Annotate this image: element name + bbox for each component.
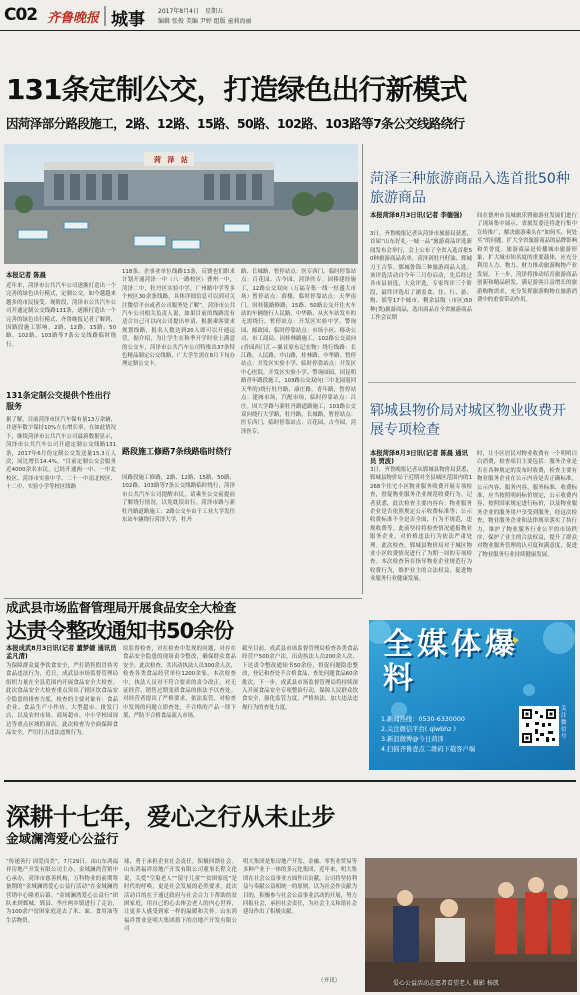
header-divider [104,6,106,26]
story5-col2: 球，勇于承担企业社会责任，积极回馈社会。山东鸿福祥房地产开发有限公司董事长程文化说，关爱“空巢老人”“留守儿童”“贫困家庭”是时代的呼唤，更是社会发展的必然要求，此次活动目的在于通过政府与社会合力下帮助的贫困家庭，用自己的心去体会老人的内心世界，让更多人感受到家一样的温暖和关怀。山东鸿福祥置业是明大集团旗下的房地产开发有限公司 [124,859,237,933]
story3-col-a: 3日，齐鲁晚报记者从郓城县物价局获悉，郓城县物价局于近期对全县城区范围内的1268个住宅小区物业服务收费开展专项检查，督促物业服务企业规范收费行为。记者获悉，此次检查主要内容有：物业服务企业是否依照规定公示收费标准等；公示收费标准不全是否全面，行为不规范，违规收费等。此前坚持将检查情况通报物业服务企业，对价格违法行为依法严肃处理。此次检查，郓城县物价局对于城区物业小区收费情况进行了为期一周的专项检查。本次检查旨在指导物业企业规范行为收费行为，维护业主的合法权益，促进物业服务行业健康发展。 [370,467,472,583]
story4-headline: 达责令整改通知书50余份 [6,619,234,643]
station-photo [4,144,358,264]
story1-byline: 本报记者 陈晨 [6,272,46,279]
story5-top-rule [4,780,576,782]
issue-date: 2017年8月4日 [158,8,199,15]
story3-top-rule [368,382,576,383]
story1-col2-subhead: 路段施工修路7条线路临时绕行 [122,447,232,456]
masthead-rule [0,30,580,31]
page-number: C02 [4,5,38,25]
story5-col1: “传递善行 因爱而美”，7月29日，由山东鸿福祥房地产开发有限公司主办，金域澜湾营销中心承办，菏泽市慈善机构，万科物业的前期筹备期的“金域澜湾爱心公益行活动”在金域澜湾营销中心隆重启幕。“金域澜湾爱心公益行”团队来到鄄城、郓县、李庄两乡镇进行了走访，为100余户贫困家庭送去了米、面、食用油等生活物资。 [6,859,118,924]
story2-col-a: 3日，齐鲁晚报记者从菏泽市旅游局获悉，首届“山东好礼·一城一品”旅游商品评选新闻发布会举行，会上公布了全省入选首批50种旅游商品名单，菏泽剑牡丹籽油、郓城刀王古筝、鄄城鲁锦三种旅游商品入选。该评选活动自今年三月份启动，先后经过各市县初选，大众评选，专家终评三个阶段，最终评选出了涵盖食、住、行、游、购、娱等17个城市，剩余县级（市区)50种(类)旅游商品，选出商品在全省旅游商品工作会议期 [370,231,472,322]
story3-headline: 郓城县物价局对城区物业收费开展专项检查 [370,403,566,438]
story2-byline: 本报菏泽8月3日讯(记者 李德强) [370,212,463,219]
editors: 编辑 张俊 美编 尹婷 组版 童莉海丽 [158,18,252,25]
volunteer-photo-caption: 爱心公益活动志愿者看望老人 摄影 杨凯 [393,980,499,987]
story1-col2-b: 因路段施工修路，2路、12路、15路、50路、102路、103路等7条公交线路临时绕行，菏泽市公共汽车公司提醒市民，请乘坐公交前提前了解绕行情况，以免耽误出行。菏泽市路与新牡丹路道路施工：2路公交车由于工业大学发往东站车辆绕行菏泽大学，牡丹 [122,475,235,524]
story5-subheadline: 金域澜湾爱心公益行 [6,831,119,846]
story1-col2-a: 118条，企事业单位线路13条，反馈也们职求计划开通菏泽一中（八一路校区）曹州一中，菏泽二中，牡丹区实验中学，广州路中学等多个校区30余条线路，具体详细信息可以到对关注微信平台或者公司服务处了解”，菏泽市公共汽车公司相关负责人说，如果目前的线路没有适合自己可以向公司提出申请，根据乘客要求规划线路，报名人数达到20人即可以开通运营。据介绍，为让学生在秋季开学时业上满意的公交车，菏泽市公共汽车公司特推出37条特色精品制定公交线路，广大学生需在8月下旬办理定制公交卡。 [122,269,235,368]
story1-col1-a: 近年来，菏泽市公共汽车公司逐渐打造出一个完善的绿色出行模式，定制公交，如今越越来越多的市民接受。现阶段，菏泽市公共汽车公司开通定制公交线路131条，逐渐打造出一个完善的绿色出行模式，齐鲁晚报记者了解到，因路段施工影响，2路、12路、15路、50路、102路、103路等7条公交线路临时绕行。 [6,283,116,348]
story4-col3: 截至目前，成武县市场监督管理局检查各类食品经营户500余户次，出动执法人员200余人次，下达责令整改通知书50余份，督促问题隐患整改，登记和查处不合格食品，查处问题食品60余批次。下一步，成武县市场监督管理局将持续深入开展食品安全专项整治行动，保障人民群众饮食安全，强化监管力度，严格执法，加大违法违规行为的查处力度。 [242,646,358,711]
volunteer-photo-drawing [365,858,577,992]
column-rule-right [362,144,363,594]
weekday: 星期五 [205,8,224,15]
story2-col-b: 间在德州市良城旅乐暨旅游业发展们进行了现场集中展示，省旅发委还将进行集中宣传推广，解决旅游乘头在“如何买、何处买”的问题，扩大全省旅游商品的品牌影响和美誉度。旅游商品是传播城市旅游形象，扩大城市知名度的重要载体，应充分利用人力、物力、财力推动旅游购物产业发展，下一步，菏泽将推动培育旅游商品创新和精品研发，满足游客日益增长的旅游购物需求，充分发挥旅游购物在旅游消费中的重要带动作用。 [477,213,577,304]
story1-col3: 路、长城路，暂停站点：医专西门、临时停靠站点：百花园、古今园、菏泽医专。因移建经施工，12路公交双向（万福寺集一线一恒盛大市场）暂停站点：薛楼，临时停靠站点：天华南门。因桂陵路修路，15路、50路公交开往火车站的车辆绕行人民路、中华路、从火车站发车的无需绕行。暂停站点：开发区实验中学、警询园、邮政园，临时停靠站点：市场小区、移动公司、市工商局。因桂林路施工，102路公交双向(香园西门汇—翼首原东记宏物）绕行线路：长江路，人民路、中山路，桂林路、中华路。暂停站点：开发区实验小学、临时停靠站点：开发区中心医院、开发区实验小学、警询园园。因昆明路青年路段施工，103路公交双向(三中北园返回天华的)绕行牡丹路、康庄路，青年路，暂停站点：建阀市场，汽配市场，临时停靠站点：吕庄。因大学路与新牡丹路道路施工，103路公交双向绕行大学路，牡丹路，长城路，暂停站点：医专西门，临时停靠站点：百花园、古今园，菏泽医专。 [241,269,356,435]
story3-col-b: 时，让小区居民对物业收费有一个明明白白消费，检查项目主要包括：服务企业是否在各种规定的发布时收费，检查主要有物业服务企业在公示内容是否正确标准，公示内容、服务内容、服务标准、收费标准，应当按照明码标价规定，公示收费内容，按照国家规定进行标价，以及物业服务企业的服务用户享受到服务，经这次检查，物业服务企业和法律规章落实了执行力，维护了物业服务行业公平的市场秩序，保护了业主的合法权益，提升了群众对物业服务管理的认可度和满意度，促进了物业服务行业持续健康发展。 [477,451,577,558]
story1-col1-b: 据了解，目前菏泽市区汽车保有量13万余辆，并逐年数字保持10%左右增长率，在如此情况下，继续菏泽市公共汽车公司最新数据显示，菏泽市公共汽车公司开通定制公交线路131条，2017年6月份定制公交发送量15.3万人次，同比增长14.4%。“目前定制公交会服务近4000余名市民，已经开通两一中、一中北校区、菏泽市实验中学、二十一中南北校区、十二中、实验小学等校区线路 [6,417,116,491]
story4-col1: 为保障群众夏季饮食安全，严打销售假冒伪劣食品违法行为，近日，成武县市场监督管理局组织力量在全县范围内开展食品安全大检查。此次食品安全大检查重点突出了辖区饮食品安全隐患的排查力度，检查的主要对象有：食品企业、食品生产小作坊、大型超市、批发门店，以及农村市场、商场超市、中小学校园周边等重点区域的商店。此次检查为全面保障食品安全，严厉打击违法违规行为。 [6,663,118,737]
story3-byline: 本报菏泽8月3日讯(记者 陈晨 通讯员 贾波) [370,450,468,465]
section-title: 城事 [111,10,145,30]
story1-col1-subhead: 131条定制公交提供个性出行服务 [6,391,111,411]
ad-line-4: 4.扫描齐鲁壹点二维码下载客户端 [381,746,476,753]
tip-hotline-ad [369,620,575,770]
story4-col2: 原监督检查，对在检查中发现的问题，对存在食品安全隐患的现场责令整改，确保群众食品安全。此次检查，共出动执法人员300余人次，检查各类食品经营单位1200余家。本次检查中，执法人员对不符合要求的责令改正。对无证经营、销售过期变质食品的依法予以查处。对经营者提出了严格要求，依法监管，对检查中发现的问题立即查处，不合格的产品一律下架，严防不合格食品流入市场。 [123,646,236,720]
story1-subheadline: 因菏泽部分路段施工，2路、12路、15路、50路、102路、103路等7条公交线路绕行 [6,116,465,131]
ad-line-3: 3.新浪微博@今日菏泽 [381,736,444,743]
story1-headline: 131条定制公交，打造绿色出行新模式 [6,73,467,106]
story4-kicker: 成武县市场监督管理局开展食品安全大检查 [6,600,236,615]
volunteer-photo [365,858,577,992]
qr-code-icon [522,709,556,743]
paper-name: 齐鲁晚报 [47,11,100,26]
qr-caption: 关注微信号 [561,706,567,740]
ad-line-2: 2.关注微信平台( qlwbhz ) [381,726,456,733]
story2-headline: 菏泽三种旅游商品入选首批50种旅游商品 [370,171,570,206]
masthead [0,0,580,40]
story4-byline: 本报成武8月3日讯(记者 董梦婕 通讯员 孟凡清) [6,645,117,660]
ad-title: 全媒体爆料 [383,627,519,696]
story5-headline: 深耕十七年，爱心之行从未止步 [6,803,335,831]
qr-code [519,706,559,746]
story5-col3: 明大集团是集房地产开发、金融、零售业贸易等多种产业于一体的多元化集团，近年来，明大集团在社会公益事业方面作出贡献，公司将坚持利益与奉献公益相统一的原则，以为社会作贡献为目的，积极参与社会公益事业活动的开展，努力回报社会，承担社会责任，为社会主义和谐社会建设作出了积极贡献。 [243,859,357,916]
station-sign: 菏 泽 站 [154,156,190,164]
ad-line-1: 1.新闻热线：0530-6330000 [381,716,465,723]
story5-source: （齐讯） [318,978,341,984]
